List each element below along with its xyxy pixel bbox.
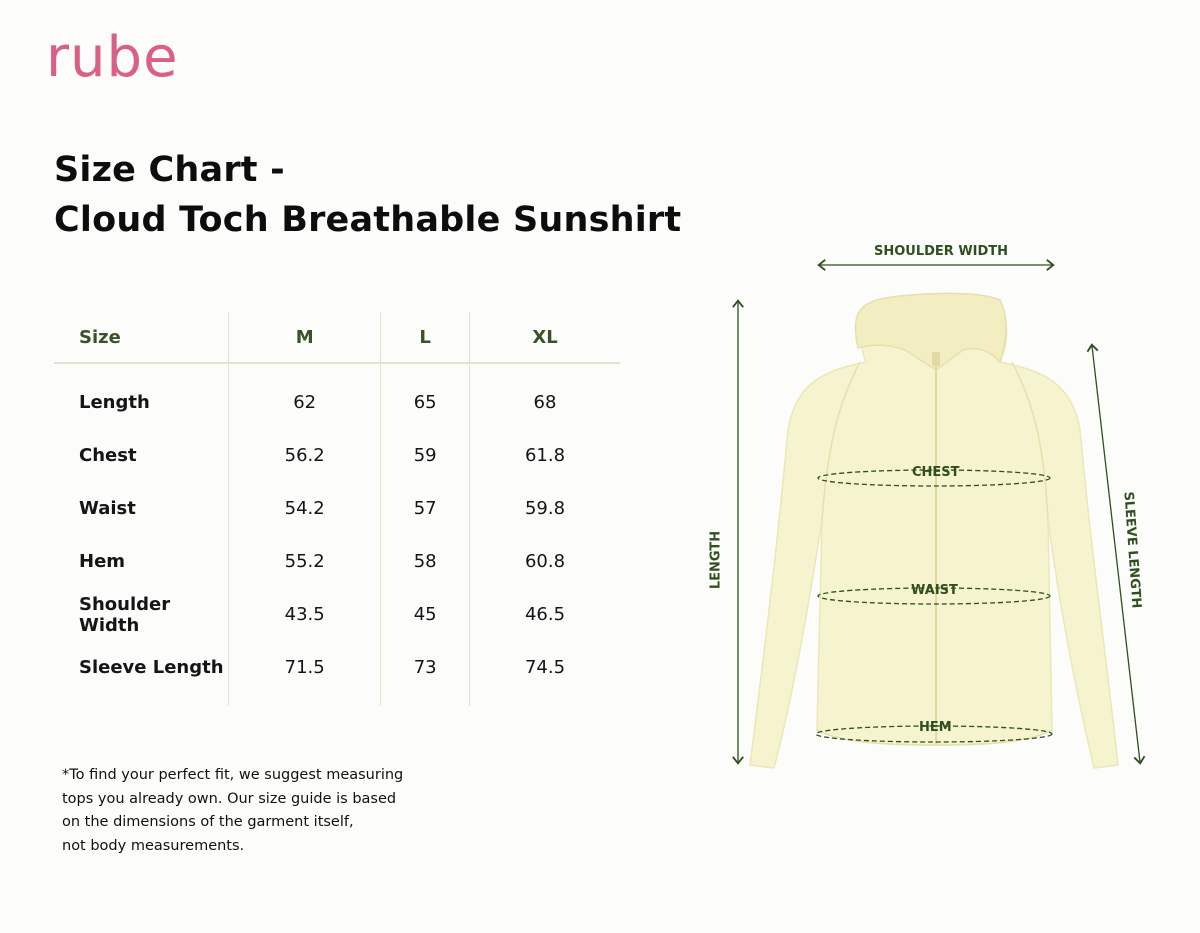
brand-logo: rube [46,25,179,90]
cell-value: 68 [470,376,621,429]
table-row [54,482,620,535]
shoulder-width-label: SHOULDER WIDTH [874,244,1009,259]
note-line: *To find your perfect fit, we suggest measuring [62,767,404,783]
table-row [54,376,620,429]
size-table [54,312,620,706]
cell-value: 55.2 [229,535,381,588]
cell-value: 73 [381,641,470,694]
row-label: Shoulder Width [79,593,171,636]
cell-value: 43.5 [229,588,381,641]
row-label: Length [79,392,150,413]
cell-value: 58 [381,535,470,588]
hem-label: HEM [919,720,952,735]
cell-value: 65 [381,376,470,429]
chest-label: CHEST [912,465,960,480]
cell-value: 46.5 [470,588,621,641]
table-header-row [54,312,620,363]
note-line: not body measurements. [62,837,245,854]
cell-value: 61.8 [470,429,621,482]
garment-diagram [700,230,1180,790]
col-header-l: L [381,312,470,363]
col-header-size: Size [54,312,229,363]
note-line: on the dimensions of the garment itself, [62,814,354,830]
table-row [54,588,620,641]
fit-note [62,764,482,858]
cell-value: 45 [381,588,470,641]
table-row [54,641,620,694]
row-label: Chest [79,445,137,466]
garment-illustration [700,230,1180,790]
sleeve-length-label: SLEEVE LENGTH [1120,491,1144,609]
row-label: Hem [79,551,126,572]
cell-value: 74.5 [470,641,621,694]
cell-value: 71.5 [229,641,381,694]
col-header-m: M [229,312,381,363]
table-row [54,429,620,482]
cell-value: 62 [229,376,381,429]
row-label: Waist [79,498,136,519]
table-row [54,535,620,588]
jacket-shape [750,293,1118,768]
waist-label: WAIST [911,583,958,598]
cell-value: 56.2 [229,429,381,482]
cell-value: 60.8 [470,535,621,588]
row-label: Sleeve Length [79,657,224,678]
note-line: tops you already own. Our size guide is based [62,790,397,807]
cell-value: 57 [381,482,470,535]
col-header-xl: XL [470,312,621,363]
cell-value: 59 [381,429,470,482]
title-line-2: Cloud Toch Breathable Sunshirt [54,200,682,240]
cell-value: 54.2 [229,482,381,535]
cell-value: 59.8 [470,482,621,535]
page-title [54,145,681,245]
title-line-1: Size Chart - [54,150,285,190]
length-label: LENGTH [708,530,724,590]
